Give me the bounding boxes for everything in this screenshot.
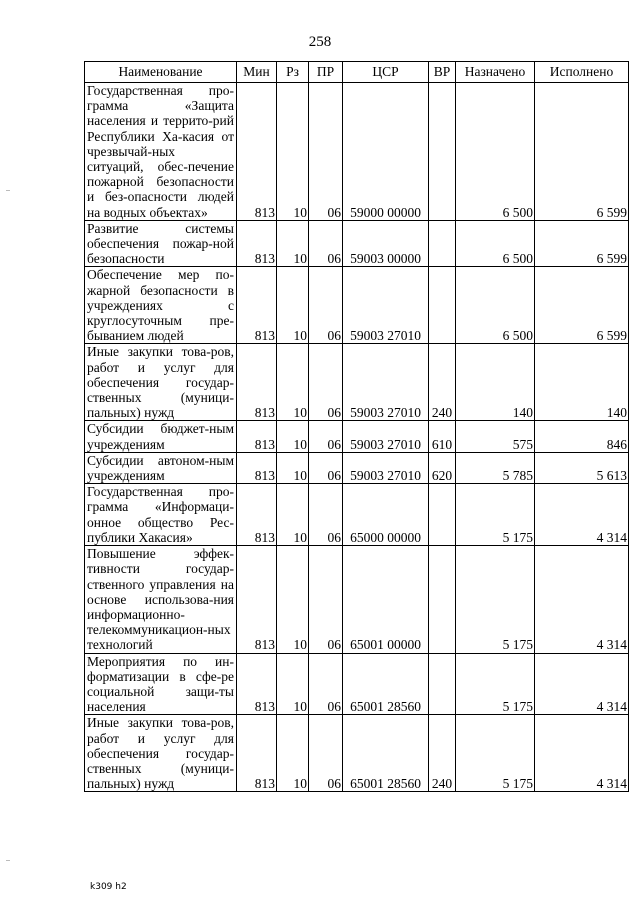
row-executed: 6 599 <box>535 220 629 267</box>
row-min: 813 <box>237 344 277 421</box>
scan-edge-mark <box>6 190 10 191</box>
column-header-pr: ПР <box>309 62 343 83</box>
row-pr: 06 <box>309 344 343 421</box>
row-csr: 59003 27010 <box>343 452 429 483</box>
row-name: Повышение эффек-тивности государ-ственного управления на основе использова-ния информационно-телекоммуникацион-ных технологий <box>85 546 237 653</box>
row-min: 813 <box>237 421 277 452</box>
row-name: Иные закупки това-ров, работ и услуг для обеспечения государ-ственных (муници-пальных) нужд <box>85 715 237 792</box>
row-assigned: 5 175 <box>456 715 535 792</box>
row-vr: 610 <box>429 421 456 452</box>
row-rz: 10 <box>277 421 309 452</box>
column-header-min: Мин <box>237 62 277 83</box>
row-name: Мероприятия по ин-форматизации в сфе-ре социальной защи-ты населения <box>85 653 237 715</box>
row-rz: 10 <box>277 653 309 715</box>
row-csr: 59003 27010 <box>343 421 429 452</box>
table-row <box>85 344 629 421</box>
page-number: 258 <box>308 34 332 50</box>
row-rz: 10 <box>277 83 309 221</box>
row-pr: 06 <box>309 220 343 267</box>
row-executed: 6 599 <box>535 83 629 221</box>
row-executed: 4 314 <box>535 484 629 546</box>
row-rz: 10 <box>277 344 309 421</box>
row-min: 813 <box>237 653 277 715</box>
row-assigned: 6 500 <box>456 83 535 221</box>
row-pr: 06 <box>309 83 343 221</box>
table-row <box>85 421 629 452</box>
row-min: 813 <box>237 484 277 546</box>
row-pr: 06 <box>309 715 343 792</box>
row-rz: 10 <box>277 267 309 344</box>
table-row <box>85 546 629 653</box>
row-name: Иные закупки това-ров, работ и услуг для обеспечения государ-ственных (муници-пальных) нужд <box>85 344 237 421</box>
row-executed: 6 599 <box>535 267 629 344</box>
row-executed: 5 613 <box>535 452 629 483</box>
table-row <box>85 220 629 267</box>
footer-code: k309 h2 <box>90 882 127 892</box>
row-assigned: 575 <box>456 421 535 452</box>
row-assigned: 5 785 <box>456 452 535 483</box>
row-pr: 06 <box>309 484 343 546</box>
row-vr <box>429 484 456 546</box>
row-assigned: 5 175 <box>456 484 535 546</box>
row-name: Субсидии автоном-ным учреждениям <box>85 452 237 483</box>
row-name: Государственная про-грамма «Защита населения и террито-рий Республики Ха-касия от чрезвычай-ных ситуаций, обес-печение пожарной безопасности и без-опасности людей на водных объектах» <box>85 83 237 221</box>
row-assigned: 5 175 <box>456 653 535 715</box>
row-vr: 620 <box>429 452 456 483</box>
table-row <box>85 715 629 792</box>
column-header-executed: Исполнено <box>535 62 629 83</box>
row-csr: 65001 28560 <box>343 715 429 792</box>
row-csr: 65001 28560 <box>343 653 429 715</box>
row-min: 813 <box>237 546 277 653</box>
row-vr <box>429 653 456 715</box>
table-row <box>85 267 629 344</box>
row-csr: 59003 27010 <box>343 267 429 344</box>
row-rz: 10 <box>277 452 309 483</box>
row-vr <box>429 546 456 653</box>
row-vr <box>429 267 456 344</box>
table-row <box>85 484 629 546</box>
table-row <box>85 653 629 715</box>
budget-table <box>84 61 629 792</box>
row-assigned: 140 <box>456 344 535 421</box>
column-header-rz: Рз <box>277 62 309 83</box>
row-assigned: 6 500 <box>456 220 535 267</box>
row-csr: 65001 00000 <box>343 546 429 653</box>
row-min: 813 <box>237 83 277 221</box>
row-rz: 10 <box>277 546 309 653</box>
row-rz: 10 <box>277 220 309 267</box>
row-name: Обеспечение мер по-жарной безопасности в учреждениях с круглосуточным пре-быванием людей <box>85 267 237 344</box>
row-csr: 59003 27010 <box>343 344 429 421</box>
row-min: 813 <box>237 715 277 792</box>
table-row <box>85 83 629 221</box>
row-rz: 10 <box>277 715 309 792</box>
row-csr: 65000 00000 <box>343 484 429 546</box>
row-executed: 4 314 <box>535 546 629 653</box>
row-min: 813 <box>237 452 277 483</box>
table-header-row <box>85 62 629 83</box>
row-min: 813 <box>237 220 277 267</box>
row-name: Развитие системы обеспечения пожар-ной безопасности <box>85 220 237 267</box>
column-header-csr: ЦСР <box>343 62 429 83</box>
row-executed: 4 314 <box>535 653 629 715</box>
row-vr <box>429 83 456 221</box>
row-executed: 4 314 <box>535 715 629 792</box>
row-vr: 240 <box>429 344 456 421</box>
row-pr: 06 <box>309 452 343 483</box>
scan-edge-mark <box>6 860 10 861</box>
row-pr: 06 <box>309 653 343 715</box>
row-min: 813 <box>237 267 277 344</box>
row-executed: 846 <box>535 421 629 452</box>
row-assigned: 6 500 <box>456 267 535 344</box>
row-name: Государственная про-грамма «Информаци-онное общество Рес-публики Хакасия» <box>85 484 237 546</box>
column-header-name: Наименование <box>85 62 237 83</box>
row-rz: 10 <box>277 484 309 546</box>
column-header-assigned: Назначено <box>456 62 535 83</box>
row-assigned: 5 175 <box>456 546 535 653</box>
row-csr: 59000 00000 <box>343 83 429 221</box>
row-csr: 59003 00000 <box>343 220 429 267</box>
row-pr: 06 <box>309 421 343 452</box>
row-pr: 06 <box>309 267 343 344</box>
row-name: Субсидии бюджет-ным учреждениям <box>85 421 237 452</box>
table-row <box>85 452 629 483</box>
row-executed: 140 <box>535 344 629 421</box>
row-vr: 240 <box>429 715 456 792</box>
row-pr: 06 <box>309 546 343 653</box>
row-vr <box>429 220 456 267</box>
column-header-vr: ВР <box>429 62 456 83</box>
